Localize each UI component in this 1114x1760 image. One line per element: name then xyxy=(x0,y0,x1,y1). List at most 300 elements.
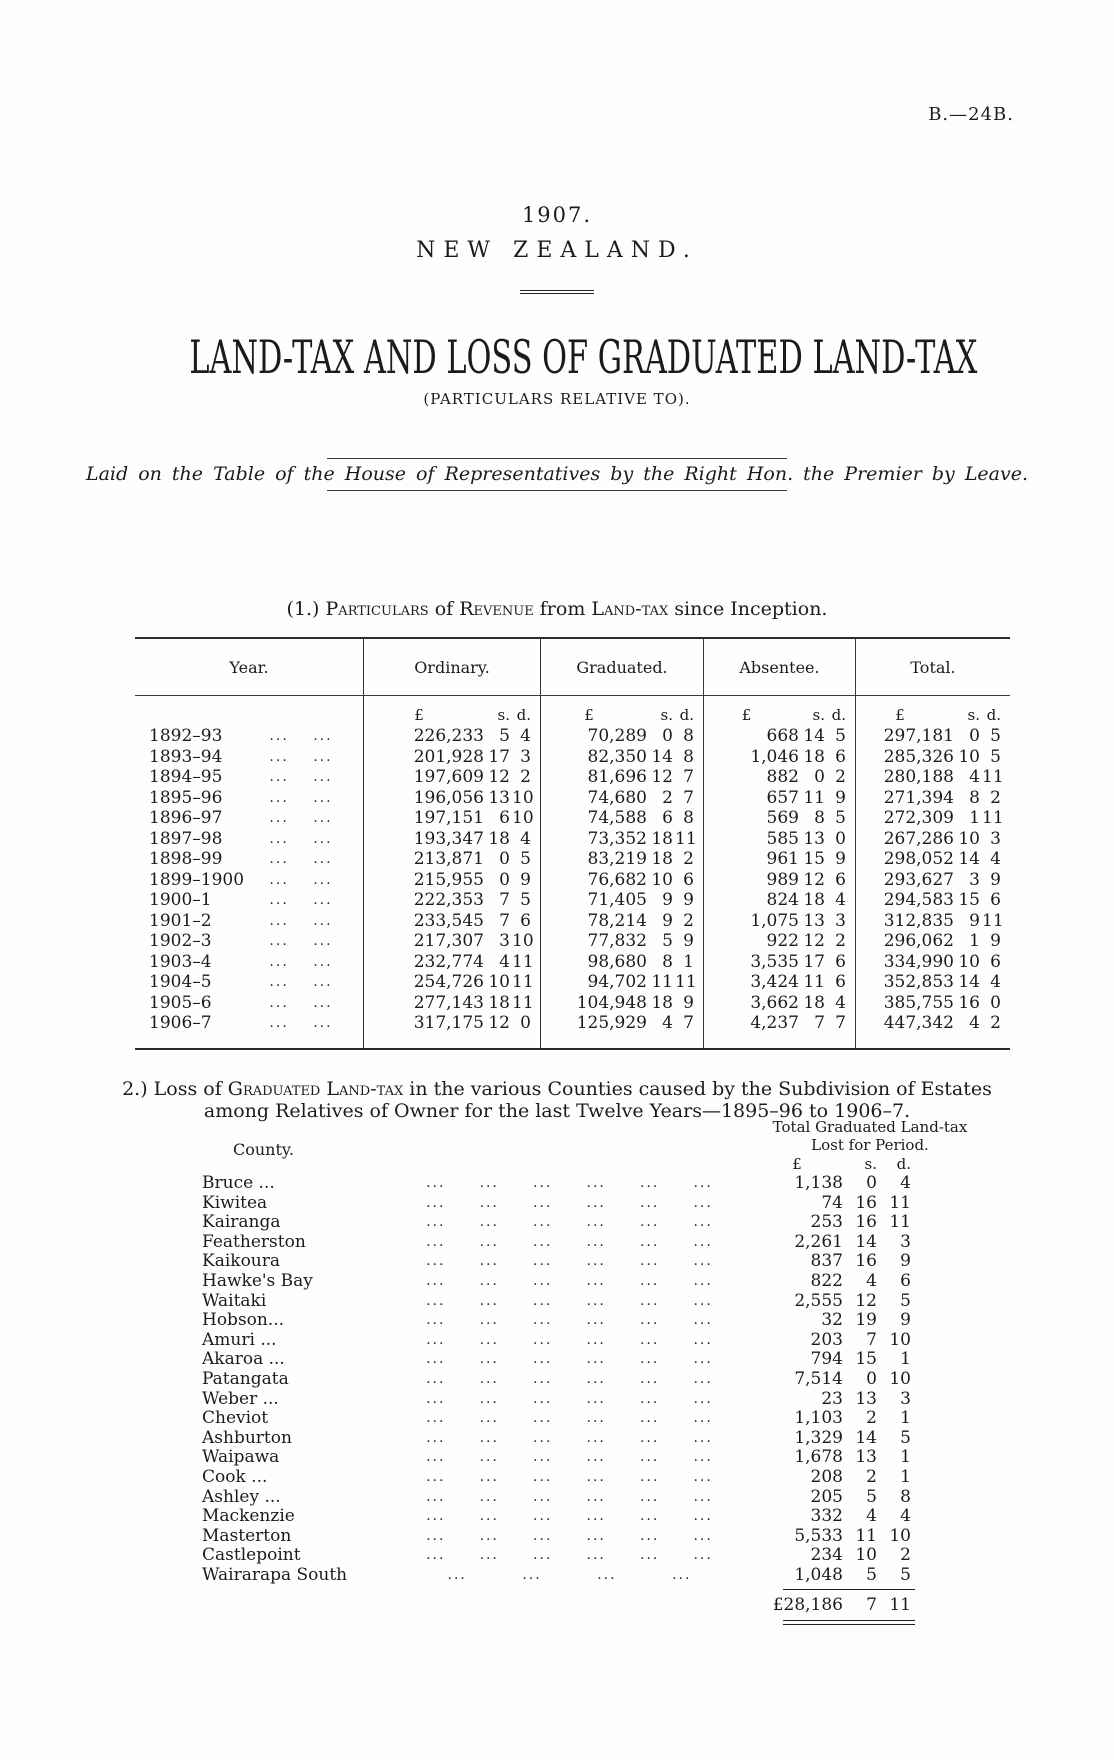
leader-dots: ... xyxy=(479,1429,499,1446)
amount-pence: 10 xyxy=(512,931,534,951)
amount-pounds: 1,048 xyxy=(794,1564,843,1585)
amount-pounds: 208 xyxy=(810,1466,843,1487)
leader-dots: ... xyxy=(426,1272,446,1289)
heading-segment: Land-tax xyxy=(591,598,669,620)
county-value xyxy=(747,1311,915,1331)
leader-dots: ... xyxy=(313,974,333,990)
revenue-table-header xyxy=(135,637,1010,696)
amount-pence: 7 xyxy=(683,787,694,808)
value-header-line1: Total Graduated Land-tax xyxy=(772,1118,968,1136)
leader-dots: ... xyxy=(693,1370,713,1387)
amount-pence: 4 xyxy=(900,1173,911,1193)
leader-dots: ... xyxy=(533,1312,553,1329)
county-leader xyxy=(392,1311,747,1331)
graduated-cell xyxy=(541,890,703,911)
amount-pence: 11 xyxy=(512,992,534,1013)
county-leader xyxy=(392,1213,747,1233)
total-cell xyxy=(856,911,1010,932)
county-leader xyxy=(392,1272,747,1292)
leader-dots: ... xyxy=(533,1272,553,1289)
leader-dots: ... xyxy=(639,1351,660,1368)
amount-shillings: 16 xyxy=(958,992,980,1013)
ordinary-cell xyxy=(364,849,540,870)
county-value xyxy=(747,1566,915,1586)
amount-pounds: 585 xyxy=(766,828,799,849)
year-label: 1897–98 xyxy=(149,828,223,849)
county-row xyxy=(202,1507,915,1527)
year-cell xyxy=(135,788,363,809)
ordinary-cell xyxy=(364,726,540,747)
leader-dots: ... xyxy=(639,1292,660,1309)
county-value xyxy=(747,1331,915,1351)
leader-dots: ... xyxy=(533,1449,553,1466)
county-row xyxy=(202,1233,915,1253)
amount-pounds: 352,853 xyxy=(883,972,954,992)
amount-pence: 11 xyxy=(512,972,534,992)
leader-dots: ... xyxy=(479,1214,499,1231)
leader-dots: ... xyxy=(313,789,333,806)
amount-shillings: 11 xyxy=(651,972,673,992)
amount-pounds: 71,405 xyxy=(587,890,647,910)
amount-pence: 11 xyxy=(982,767,1004,787)
year-label: 1902–3 xyxy=(149,931,212,951)
leader-dots: ... xyxy=(313,871,333,888)
county-name: Cheviot xyxy=(202,1408,269,1429)
graduated-cell xyxy=(541,1013,703,1034)
amount-pence: 4 xyxy=(835,992,846,1013)
amount-pounds: 3,535 xyxy=(750,951,799,972)
leader-dots: ... xyxy=(586,1370,606,1387)
amount-pence: 4 xyxy=(835,890,846,910)
leader-dots: ... xyxy=(479,1527,499,1544)
value-column-header xyxy=(740,1119,1000,1154)
heading-segment: 2.) Loss of xyxy=(122,1078,228,1100)
amount-pence: 1 xyxy=(900,1408,911,1429)
leader-dots: ... xyxy=(426,1468,446,1485)
total-cell xyxy=(856,952,1010,973)
ordinary-cell xyxy=(364,972,540,993)
amount-shillings: 13 xyxy=(488,787,510,808)
units-spacer xyxy=(135,704,363,726)
leader-dots: ... xyxy=(479,1175,499,1191)
leader-dots: ... xyxy=(586,1429,606,1446)
leader-dots: ... xyxy=(313,933,333,949)
leader-dots: ... xyxy=(426,1292,446,1309)
amount-pounds: 4,237 xyxy=(750,1013,799,1033)
heading-segment: Revenue xyxy=(459,598,534,620)
total-pence: 11 xyxy=(889,1595,911,1616)
amount-shillings: 0 xyxy=(499,849,510,869)
leader-dots: ... xyxy=(586,1390,606,1407)
year-label: 1905–6 xyxy=(149,992,212,1013)
amount-shillings: 13 xyxy=(803,910,825,931)
laid-on-table-block xyxy=(0,458,1114,491)
leader-dots: ... xyxy=(313,892,333,908)
county-row xyxy=(202,1488,915,1508)
amount-shillings: 17 xyxy=(488,746,510,767)
amount-pounds: 213,871 xyxy=(413,849,484,869)
amount-pence: 1 xyxy=(683,951,694,972)
absentee-cell xyxy=(704,870,855,891)
amount-pounds: 94,702 xyxy=(587,972,647,992)
amount-shillings: 3 xyxy=(969,869,980,890)
heading-segment: since Inception. xyxy=(668,598,828,620)
amount-shillings: 4 xyxy=(969,1013,980,1033)
leader-dots: ... xyxy=(447,1566,467,1583)
amount-shillings: 0 xyxy=(662,726,673,746)
leader-dots: ... xyxy=(586,1547,606,1564)
county-name: Masterton xyxy=(202,1525,292,1546)
year-label: 1901–2 xyxy=(149,910,212,931)
amount-pence: 3 xyxy=(900,1231,911,1252)
amount-shillings: 8 xyxy=(814,808,825,828)
amount-pence: 11 xyxy=(675,828,697,849)
leader-dots: ... xyxy=(533,1370,553,1387)
leader-dots: ... xyxy=(639,1253,660,1270)
leader-dots: ... xyxy=(586,1449,606,1466)
amount-pence: 6 xyxy=(835,746,846,767)
amount-pounds: 104,948 xyxy=(576,992,647,1013)
amount-pence: 9 xyxy=(990,931,1001,951)
masthead-country: NEW ZEALAND. xyxy=(416,238,698,263)
year-cell xyxy=(135,767,363,788)
amount-pence: 9 xyxy=(683,931,694,951)
amount-shillings: 4 xyxy=(499,951,510,972)
heading-segment: Graduated Land-tax xyxy=(227,1078,404,1100)
county-name: Hawke's Bay xyxy=(202,1270,313,1291)
leader-dots: ... xyxy=(586,1331,606,1348)
leader-dots: ... xyxy=(693,1488,713,1505)
county-leader xyxy=(392,1331,747,1351)
leader-dots: ... xyxy=(693,1508,713,1525)
leader-dots: ... xyxy=(426,1233,446,1250)
leader-dots: ... xyxy=(479,1370,499,1387)
graduated-cell xyxy=(541,726,703,747)
graduated-column xyxy=(540,696,703,1048)
amount-shillings: 18 xyxy=(488,992,510,1013)
county-name: Kairanga xyxy=(202,1212,281,1233)
amount-pounds: 1,103 xyxy=(794,1408,843,1429)
heading-segment: of xyxy=(428,598,460,620)
absentee-cell xyxy=(704,829,855,850)
amount-pence: 9 xyxy=(835,787,846,808)
absentee-cell xyxy=(704,993,855,1014)
amount-shillings: 0 xyxy=(499,869,510,890)
year-cell xyxy=(135,747,363,768)
county-name: Kaikoura xyxy=(202,1251,281,1272)
amount-pence: 5 xyxy=(900,1564,911,1585)
amount-pounds: 294,583 xyxy=(883,890,954,910)
year-leader xyxy=(245,808,363,829)
leader-dots: ... xyxy=(639,1390,660,1407)
amount-pounds: 81,696 xyxy=(587,767,647,787)
section2-heading xyxy=(0,1078,1114,1122)
amount-pounds: 3,662 xyxy=(750,992,799,1013)
year-cell xyxy=(135,1013,363,1034)
absentee-cell xyxy=(704,747,855,768)
heading-segment: (1.) xyxy=(286,598,326,620)
county-value xyxy=(747,1429,915,1449)
year-leader xyxy=(245,931,363,952)
section1-heading xyxy=(0,598,1114,620)
amount-shillings: 10 xyxy=(958,951,980,972)
leader-dots: ... xyxy=(426,1370,446,1387)
leader-dots: ... xyxy=(693,1233,713,1250)
leader-dots: ... xyxy=(426,1429,446,1446)
amount-pence: 10 xyxy=(889,1525,911,1546)
year-cell xyxy=(135,726,363,747)
county-row xyxy=(202,1370,915,1390)
amount-pounds: 205 xyxy=(810,1486,843,1507)
year-leader xyxy=(245,788,363,809)
leader-dots: ... xyxy=(426,1351,446,1368)
county-value xyxy=(747,1272,915,1292)
amount-pounds: 1,138 xyxy=(794,1173,843,1193)
county-name: Kiwitea xyxy=(202,1192,268,1213)
leader-dots: ... xyxy=(586,1292,606,1309)
laid-rule-bottom xyxy=(327,490,787,491)
county-leader xyxy=(392,1233,747,1253)
amount-pence: 6 xyxy=(520,910,531,931)
leader-dots: ... xyxy=(426,1390,446,1407)
pence-symbol: d. xyxy=(831,706,846,724)
pounds-symbol: £ xyxy=(414,706,424,724)
leader-dots: ... xyxy=(533,1351,553,1368)
leader-dots: ... xyxy=(269,789,289,806)
total-rule-double xyxy=(783,1620,915,1625)
county-value xyxy=(747,1194,915,1214)
amount-shillings: 10 xyxy=(651,869,673,890)
grand-total-block xyxy=(747,1589,915,1625)
county-row xyxy=(202,1331,915,1351)
amount-pence: 3 xyxy=(900,1388,911,1409)
graduated-cell xyxy=(541,972,703,993)
amount-pounds: 254,726 xyxy=(413,972,484,992)
leader-dots: ... xyxy=(313,994,333,1011)
amount-shillings: 8 xyxy=(969,787,980,808)
total-cell xyxy=(856,849,1010,870)
amount-shillings: 14 xyxy=(855,1427,877,1448)
amount-pounds: 233,545 xyxy=(413,910,484,931)
leader-dots: ... xyxy=(672,1566,692,1583)
amount-pounds: 196,056 xyxy=(413,787,484,808)
year-leader xyxy=(245,993,363,1014)
leader-dots: ... xyxy=(639,1331,660,1348)
amount-shillings: 15 xyxy=(855,1349,877,1370)
graduated-cell xyxy=(541,829,703,850)
county-rows xyxy=(135,1118,1010,1585)
county-row xyxy=(202,1311,915,1331)
ordinary-cell xyxy=(364,993,540,1014)
year-label: 1899–1900 xyxy=(149,869,245,890)
county-row xyxy=(202,1468,915,1488)
county-name: Waitaki xyxy=(202,1290,267,1311)
year-cell xyxy=(135,952,363,973)
amount-pence: 8 xyxy=(900,1486,911,1507)
leader-dots: ... xyxy=(426,1527,446,1544)
county-value xyxy=(747,1546,915,1566)
leader-dots: ... xyxy=(533,1410,553,1427)
leader-dots: ... xyxy=(313,851,333,867)
money-units-row xyxy=(856,704,1010,726)
year-label: 1896–97 xyxy=(149,808,223,828)
amount-shillings: 18 xyxy=(803,746,825,767)
leader-dots: ... xyxy=(479,1488,499,1505)
leader-dots: ... xyxy=(693,1351,713,1368)
amount-pounds: 78,214 xyxy=(587,910,647,931)
amount-pounds: 569 xyxy=(766,808,799,828)
year-leader xyxy=(245,890,363,911)
amount-pounds: 232,774 xyxy=(413,951,484,972)
year-label: 1903–4 xyxy=(149,951,212,972)
county-row xyxy=(202,1527,915,1547)
leader-dots: ... xyxy=(269,994,289,1011)
amount-shillings: 13 xyxy=(803,828,825,849)
county-value xyxy=(747,1213,915,1233)
county-row xyxy=(202,1448,915,1468)
amount-pounds: 312,835 xyxy=(883,910,954,931)
leader-dots: ... xyxy=(586,1175,606,1191)
absentee-column xyxy=(703,696,855,1048)
county-name: Weber ... xyxy=(202,1388,279,1409)
ordinary-cell xyxy=(364,1013,540,1034)
leader-dots: ... xyxy=(639,1175,660,1191)
leader-dots: ... xyxy=(586,1272,606,1289)
amount-shillings: 5 xyxy=(866,1486,877,1507)
leader-dots: ... xyxy=(533,1194,553,1211)
amount-pence: 6 xyxy=(990,951,1001,972)
county-row xyxy=(202,1252,915,1272)
amount-pounds: 201,928 xyxy=(413,746,484,767)
amount-pence: 8 xyxy=(683,726,694,746)
amount-shillings: 13 xyxy=(855,1388,877,1409)
amount-shillings: 5 xyxy=(499,726,510,746)
pounds-symbol: £ xyxy=(895,706,905,724)
total-cell xyxy=(856,993,1010,1014)
amount-shillings: 11 xyxy=(803,787,825,808)
county-name: Cook ... xyxy=(202,1466,268,1487)
county-name: Waipawa xyxy=(202,1447,280,1468)
column-header-absentee: Absentee. xyxy=(703,639,855,695)
heading-segment: among Relatives of Owner for the last Twelve Years—1895–96 to 1906–7. xyxy=(203,1100,911,1122)
shillings-symbol: s. xyxy=(497,706,510,724)
amount-shillings: 18 xyxy=(803,890,825,910)
amount-pence: 7 xyxy=(835,1013,846,1033)
county-name: Castlepoint xyxy=(202,1545,301,1566)
amount-pounds: 83,219 xyxy=(587,849,647,869)
amount-pence: 1 xyxy=(900,1447,911,1468)
amount-pounds: 668 xyxy=(766,726,799,746)
masthead-divider xyxy=(520,290,594,294)
total-cell xyxy=(856,1013,1010,1034)
amount-pence: 6 xyxy=(835,869,846,890)
amount-shillings: 15 xyxy=(958,890,980,910)
county-value xyxy=(747,1233,915,1253)
column-header-year: Year. xyxy=(229,657,269,677)
amount-shillings: 17 xyxy=(803,951,825,972)
graduated-cell xyxy=(541,747,703,768)
absentee-cell xyxy=(704,931,855,952)
amount-pounds: 989 xyxy=(766,869,799,890)
leader-dots: ... xyxy=(693,1194,713,1211)
county-row xyxy=(202,1566,915,1586)
amount-pounds: 74,680 xyxy=(587,787,647,808)
amount-shillings: 9 xyxy=(662,910,673,931)
value-header-line2: Lost for Period. xyxy=(811,1135,929,1154)
total-cell xyxy=(856,829,1010,850)
amount-pence: 4 xyxy=(900,1506,911,1527)
amount-shillings: 16 xyxy=(855,1192,877,1213)
year-leader xyxy=(245,911,363,932)
total-cell xyxy=(856,788,1010,809)
amount-pence: 5 xyxy=(835,808,846,828)
amount-shillings: 4 xyxy=(662,1013,673,1033)
amount-shillings: 9 xyxy=(662,890,673,910)
leader-dots: ... xyxy=(479,1253,499,1270)
amount-pounds: 226,233 xyxy=(413,726,484,746)
amount-pence: 2 xyxy=(835,931,846,951)
leader-dots: ... xyxy=(639,1194,660,1211)
amount-shillings: 2 xyxy=(866,1466,877,1487)
amount-pounds: 794 xyxy=(810,1349,843,1370)
amount-pence: 5 xyxy=(990,726,1001,746)
pounds-symbol: £ xyxy=(741,706,752,724)
amount-pounds: 32 xyxy=(821,1310,843,1331)
year-leader xyxy=(245,849,363,870)
amount-pence: 4 xyxy=(990,972,1001,992)
year-label: 1894–95 xyxy=(149,767,223,787)
amount-pounds: 74,588 xyxy=(587,808,647,828)
shillings-symbol: s. xyxy=(864,1155,877,1173)
pounds-symbol: £ xyxy=(792,1155,802,1173)
amount-shillings: 13 xyxy=(855,1447,877,1468)
total-cell xyxy=(856,808,1010,829)
leader-dots: ... xyxy=(313,769,333,785)
amount-shillings: 12 xyxy=(488,767,510,787)
ordinary-cell xyxy=(364,829,540,850)
leader-dots: ... xyxy=(479,1312,499,1329)
year-leader xyxy=(245,767,363,788)
county-name: Hobson... xyxy=(202,1310,285,1331)
pounds-symbol: £ xyxy=(584,706,594,724)
amount-pence: 4 xyxy=(520,726,531,746)
leader-dots: ... xyxy=(693,1468,713,1485)
amount-pence: 2 xyxy=(683,849,694,869)
leader-dots: ... xyxy=(479,1390,499,1407)
leader-dots: ... xyxy=(313,810,333,826)
ordinary-cell xyxy=(364,870,540,891)
amount-pounds: 253 xyxy=(810,1212,843,1233)
amount-pence: 5 xyxy=(990,746,1001,767)
year-leader xyxy=(245,1013,363,1034)
leader-dots: ... xyxy=(479,1468,499,1485)
year-leader xyxy=(245,952,363,973)
leader-dots: ... xyxy=(269,728,289,744)
absentee-cell xyxy=(704,890,855,911)
amount-pounds: 2,555 xyxy=(794,1290,843,1311)
leader-dots: ... xyxy=(426,1194,446,1211)
amount-pence: 3 xyxy=(520,746,531,767)
amount-pence: 10 xyxy=(512,787,534,808)
ordinary-cell xyxy=(364,747,540,768)
leader-dots: ... xyxy=(426,1508,446,1525)
year-leader xyxy=(245,972,363,993)
year-leader xyxy=(245,726,363,747)
total-cell xyxy=(856,890,1010,911)
amount-pence: 2 xyxy=(520,767,531,787)
leader-dots: ... xyxy=(533,1429,553,1446)
absentee-cell xyxy=(704,972,855,993)
